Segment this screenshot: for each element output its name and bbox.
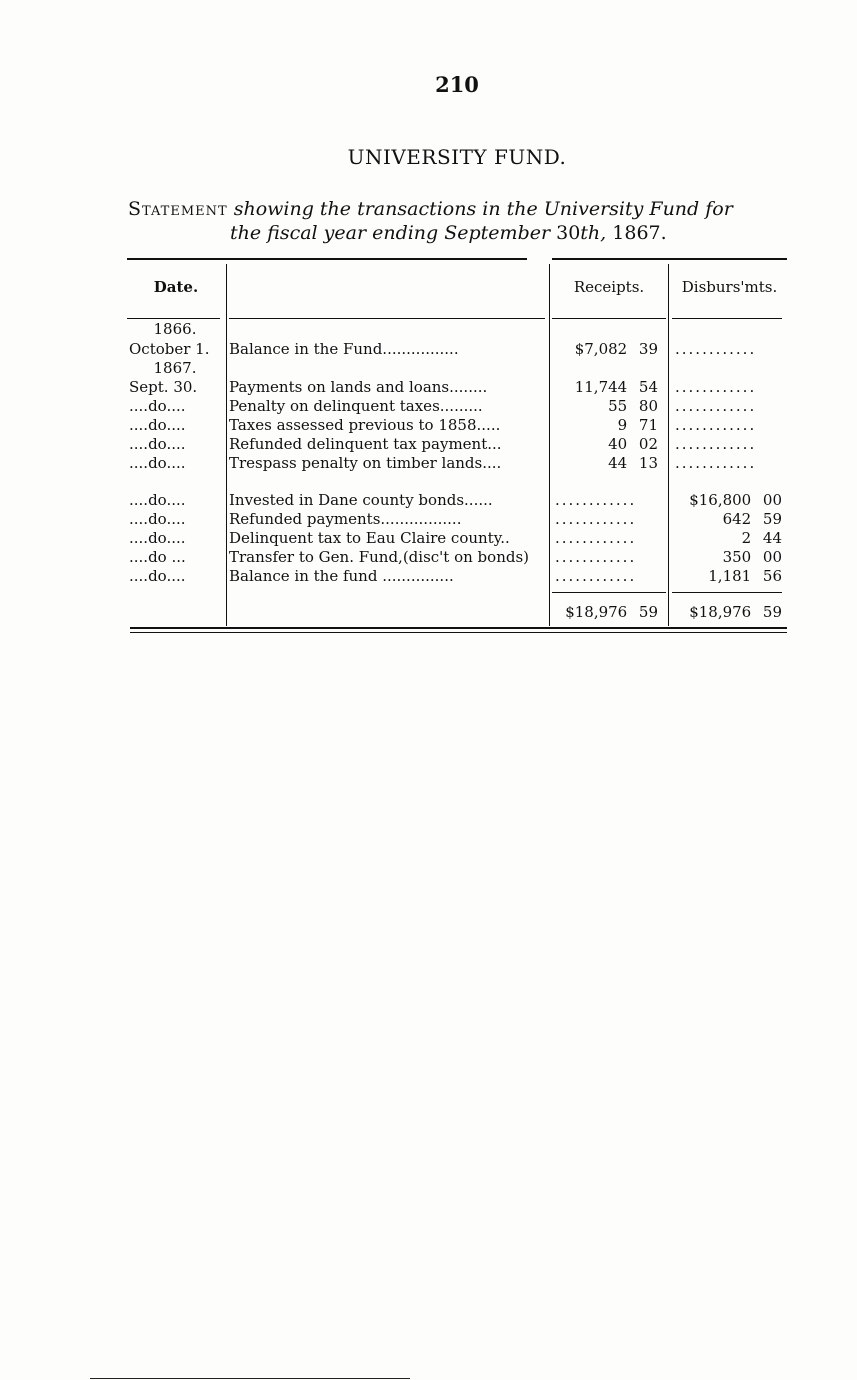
table-top-rule-right — [552, 258, 787, 260]
table-row: Sept. 30. Payments on lands and loans........ 11,744 54 ............ — [129, 378, 757, 396]
total-disbursements: $18,976 59 — [689, 603, 782, 621]
table-row: ....do.... Refunded delinquent tax payment... 40 02 ............ — [129, 435, 757, 453]
totals-rule — [672, 592, 782, 593]
table-row: October 1. Balance in the Fund................ $7,082 39 ............ — [129, 340, 757, 358]
table-row: ....do.... Refunded payments................. ............ 642 59 — [129, 510, 782, 528]
table-row: ....do.... Penalty on delinquent taxes......... 55 80 ............ — [129, 397, 757, 415]
table-row: 1867. — [153, 359, 197, 377]
table-top-rule — [127, 258, 527, 260]
header-underline — [672, 318, 782, 319]
header-underline — [229, 318, 545, 319]
statement-line2: the fiscal year ending September 30th, 1867. — [230, 222, 667, 244]
header-underline — [127, 318, 220, 319]
table-row: ....do ... Transfer to Gen. Fund,(disc't on bonds) ............ 350 00 — [129, 548, 782, 566]
totals-row — [127, 603, 787, 622]
header-receipts: Receipts. — [573, 278, 645, 296]
table-bottom-rule — [130, 627, 787, 629]
totals-rule — [552, 592, 666, 593]
footer-rule — [90, 1378, 410, 1379]
table-row: ....do.... Trespass penalty on timber lands.... 44 13 ............ — [129, 454, 757, 472]
header-underline — [552, 318, 666, 319]
table-row: ....do.... Delinquent tax to Eau Claire county.. ............ 2 44 — [129, 529, 782, 547]
page-title: UNIVERSITY FUND. — [347, 145, 567, 169]
table-row: ....do.... Balance in the fund ............... ............ 1,181 56 — [129, 567, 782, 585]
statement-caption — [128, 197, 784, 245]
total-receipts: $18,976 59 — [565, 603, 658, 621]
table-row: ....do.... Taxes assessed previous to 1858..... 9 71 ............ — [129, 416, 757, 434]
statement-lead: Statement — [128, 198, 228, 220]
header-disbursements: Disburs'mts. — [681, 278, 778, 296]
table-row: 1866. — [153, 320, 197, 338]
table-bottom-rule — [130, 632, 787, 633]
header-date: Date. — [153, 278, 199, 296]
statement-line1: showing the transactions in the University Fund for — [233, 198, 733, 220]
fund-table — [127, 258, 787, 634]
table-row: ....do.... Invested in Dane county bonds...... ............ $16,800 00 — [129, 491, 782, 509]
page-number: 210 — [435, 72, 479, 97]
